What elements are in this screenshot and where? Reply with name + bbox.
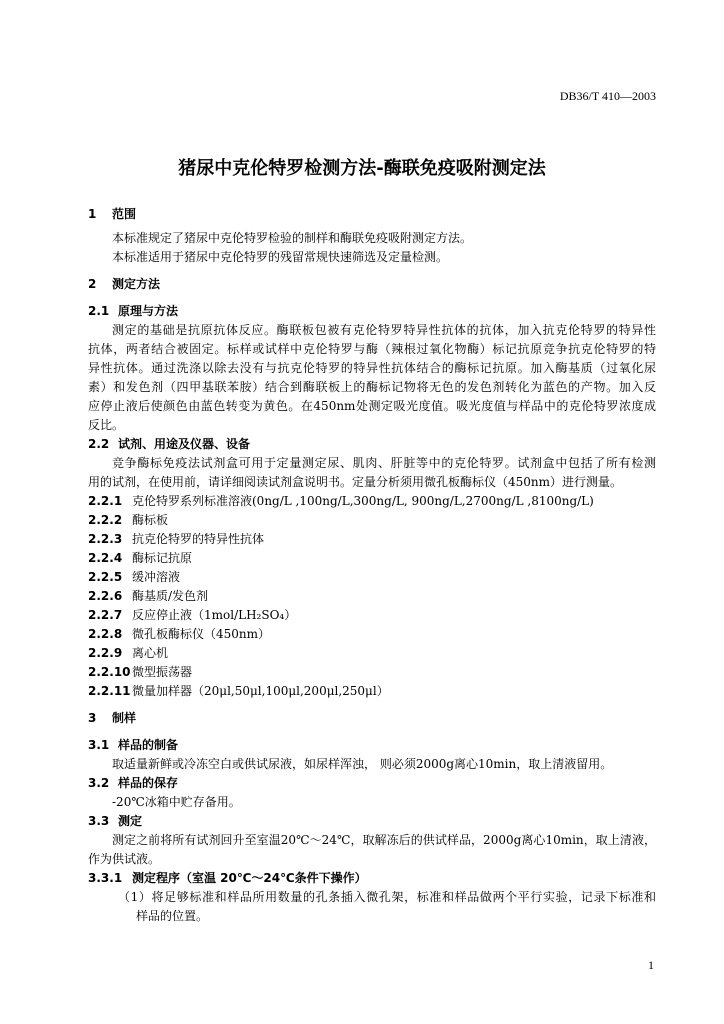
paragraph-line: -20℃冰箱中贮存备用。 [112,795,241,809]
subsection-title: 测定程序（室温 20℃～24℃条件下操作） [132,871,367,885]
paragraph-line: 应停止液后使颜色由蓝色转变为黄色。在450nm处测定吸光度值。吸光度值与样品中的克伦特罗浓度成 [88,399,656,413]
document-title: 猪尿中克伦特罗检测方法-酶联免疫吸附测定法 [178,158,546,179]
subsection-title: 样品的保存 [118,776,179,790]
page-number: 1 [648,958,654,972]
subsection-3-3-heading [88,812,656,831]
item-text: 酶标记抗原 [132,551,193,565]
paragraph-line: 抗体，两者结合被固定。标样或试样中克伦特罗与酶（辣根过氧化物酶）标记抗原竞争抗克伦特罗的特 [88,342,656,356]
section-number: 1 [88,207,97,221]
subsection-title: 测定 [118,814,143,828]
list-item [88,549,656,568]
standard-code: DB36/T 410—2003 [559,89,656,103]
subsection-2-1-heading [88,302,656,321]
item-text: 微孔板酶标仪（450nm） [132,627,271,641]
subsection-3-3-1-heading [88,869,656,888]
subsection-number: 3.2 [88,776,110,790]
subsection-number: 2.2 [88,437,110,451]
subsection-title: 试剂、用途及仪器、设备 [118,437,251,451]
item-number: 2.2.10 [88,665,131,679]
list-item [88,663,656,682]
item-number: 2.2.1 [88,494,123,508]
subsection-3-1-heading [88,736,656,755]
paragraph-line: 素）和发色剂（四甲基联苯胺）结合到酶联板上的酶标记物将无色的发色剂转化为蓝色的产物。加入反 [88,380,656,394]
list-item [88,511,656,530]
document-body [88,205,656,926]
paragraph-line: 测定之前将所有试剂回升至室温20℃～24℃，取解冻后的供试样品，2000g离心10min，取上清液， [112,833,656,847]
subsection-number: 3.3.1 [88,871,123,885]
paragraph-line: 竞争酶标免疫法试剂盒可用于定量测定尿、肌肉、肝脏等中的克伦特罗。试剂盒中包括了所有检测 [112,456,656,470]
item-number: 2.2.5 [88,570,123,584]
list-item [88,587,656,606]
subsection-number: 3.1 [88,738,110,752]
list-item [88,530,656,549]
subsection-number: 2.1 [88,304,110,318]
section-number: 3 [88,711,97,725]
item-text: 缓冲溶液 [132,570,181,584]
paragraph-line: 样品的位置。 [136,909,209,923]
item-text: 酶标板 [132,513,169,527]
section-title: 制样 [112,711,137,725]
paragraph: 本标准适用于猪尿中克伦特罗的残留常规快速筛选及定量检测。 [112,250,449,264]
section-title: 测定方法 [112,277,161,291]
paragraph-line: 测定的基础是抗原抗体反应。酶联板包被有克伦特罗特异性抗体的抗体，加入抗克伦特罗的特异性 [112,323,656,337]
list-item [88,625,656,644]
paragraph: 本标准规定了猪尿中克伦特罗检验的制样和酶联免疫吸附测定方法。 [112,231,473,245]
item-text: 反应停止液（1mol/LH₂SO₄） [132,608,297,622]
section-number: 2 [88,277,97,291]
subsection-title: 原理与方法 [118,304,179,318]
item-number: 2.2.7 [88,608,123,622]
section-3-heading [88,709,656,728]
list-item [88,644,656,663]
subsection-3-2-heading [88,774,656,793]
list-item [88,492,656,511]
item-number: 2.2.11 [88,684,131,698]
item-text: 微型振荡器 [132,665,193,679]
subsection-2-2-heading [88,435,656,454]
section-2-heading [88,275,656,294]
item-number: 2.2.8 [88,627,123,641]
list-item [88,568,656,587]
paragraph-line: 反比。 [88,418,125,432]
item-number: 2.2.2 [88,513,123,527]
item-text: 微量加样器（20μl,50μl,100μl,200μl,250μl） [132,684,389,698]
item-text: 克伦特罗系列标准溶液(0ng/L ,100ng/L,300ng/L, 900ng/L,2700ng/L ,8100ng/L) [132,494,594,508]
paragraph-line: 用的试剂，在使用前，请详细阅读试剂盒说明书。定量分析须用微孔板酶标仪（450nm）进行测量。 [88,475,623,489]
item-text: 酶基质/发色剂 [132,589,209,603]
item-number: 2.2.4 [88,551,123,565]
paragraph-line: 取适量新鲜或冷冻空白或供试尿液，如尿样浑浊， 则必须2000g离心10min，取上清液留用。 [112,757,613,771]
paragraph-line: （1）将足够标准和样品所用数量的孔条插入微孔架，标准和样品做两个平行实验，记录下标准和 [118,890,656,904]
paragraph-line: 作为供试液。 [88,852,161,866]
section-1-heading [88,205,656,224]
section-title: 范围 [112,207,137,221]
item-number: 2.2.9 [88,646,123,660]
subsection-title: 样品的制备 [118,738,179,752]
item-text: 抗克伦特罗的特异性抗体 [132,532,265,546]
list-item [88,606,656,625]
item-number: 2.2.3 [88,532,123,546]
paragraph-line: 异性抗体。通过洗涤以除去没有与抗克伦特罗的特异性抗体结合的酶标记抗原。加入酶基质（过氧化尿 [88,361,656,375]
subsection-number: 3.3 [88,814,110,828]
item-number: 2.2.6 [88,589,123,603]
list-item [88,682,656,701]
item-text: 离心机 [132,646,169,660]
